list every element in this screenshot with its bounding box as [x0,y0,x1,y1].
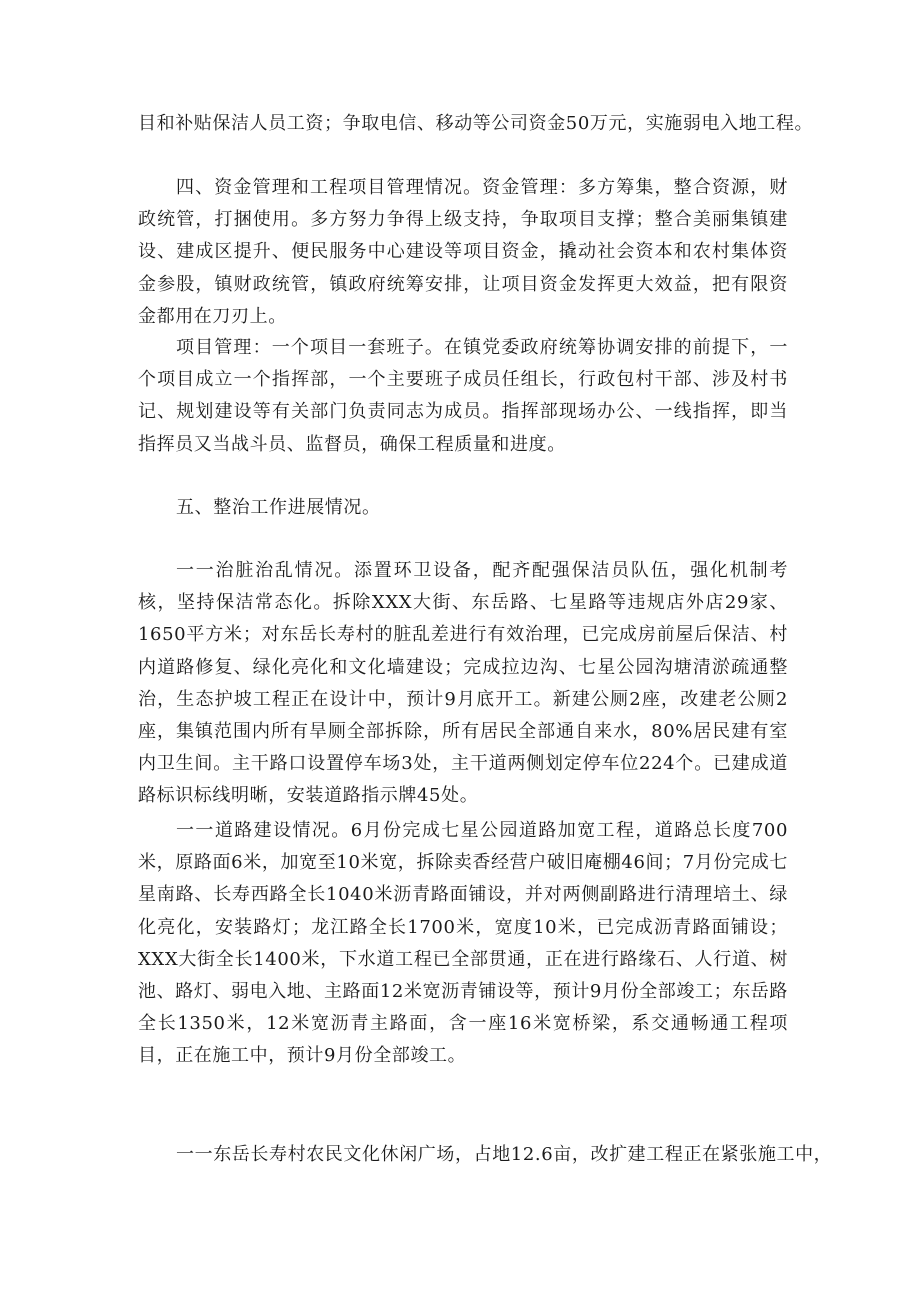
paragraph-fund-management: 四、资金管理和工程项目管理情况。资金管理：多方筹集，整合资源，财政统管，打捆使用。多方努力争得上级支持，争取项目支撑；整合美丽集镇建设、建成区提升、便民服务中心建设等项目资金，撬动社会资本和农村集体资金参股，镇财政统管，镇政府统筹安排，让项目资金发挥更大效益，把有限资金都用在刀刃上。 [138,177,788,327]
paragraph-sanitation: 一一治脏治乱情况。添置环卫设备，配齐配强保洁员队伍，强化机制考核，坚持保洁常态化。拆除XXX大街、东岳路、七星路等违规店外店29家、1650平方米；对东岳长寿村的脏乱差进行有效治理，已完成房前屋后保洁、村内道路修复、绿化亮化和文化墙建设；完成拉边沟、七星公园沟塘清淤疏通整治，生态护坡工程正在设计中，预计9月底开工。新建公厕2座，改建老公厕2座，集镇范围内所有旱厕全部拆除，所有居民全部通自来水，80%居民建有室内卫生间。主干路口设置停车场3处，主干道两侧划定停车位224个。已建成道路标识标线明晰，安装道路指示牌45处。 [138,560,788,807]
paragraph-project-management: 项目管理：一个项目一套班子。在镇党委政府统筹协调安排的前提下，一个项目成立一个指挥部，一个主要班子成员任组长，行政包村干部、涉及村书记、规划建设等有关部门负责同志为成员。指挥部现场办公、一线指挥，即当指挥员又当战斗员、监督员，确保工程质量和进度。 [138,337,788,455]
paragraph-cultural-square: 一一东岳长寿村农民文化休闲广场，占地12.6亩，改扩建工程正在紧张施工中， [176,1144,833,1165]
paragraph-continuation: 目和补贴保洁人员工资；争取电信、移动等公司资金50万元，实施弱电入地工程。 [138,113,814,134]
section-heading-progress: 五、整治工作进展情况。 [176,497,381,518]
paragraph-road-construction: 一一道路建设情况。6月份完成七星公园道路加宽工程，道路总长度700米，原路面6米，加宽至10米宽，拆除卖香经营户破旧庵棚46间；7月份完成七星南路、长寿西路全长1040米沥青路面铺设，并对两侧副路进行清理培土、绿化亮化，安装路灯；龙江路全长1700米，宽度10米，已完成沥青路面铺设；XXX大街全长1400米，下水道工程已全部贯通，正在进行路缘石、人行道、树池、路灯、弱电入地、主路面12米宽沥青铺设等，预计9月份全部竣工；东岳路全长1350米，12米宽沥青主路面，含一座16米宽桥梁，系交通畅通工程项目，正在施工中，预计9月份全部竣工。 [138,820,788,1067]
